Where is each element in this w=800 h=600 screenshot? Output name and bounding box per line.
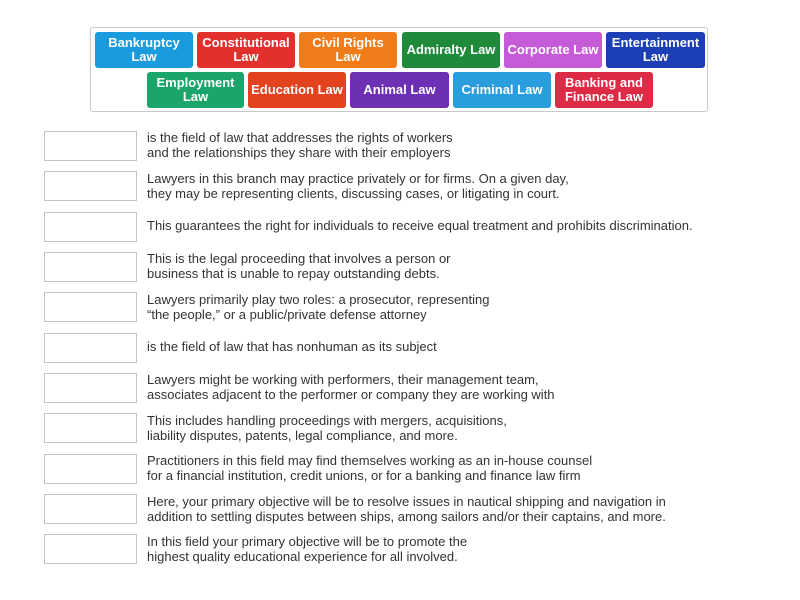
answer-slot-1[interactable] (44, 131, 137, 161)
answer-slot-10[interactable] (44, 494, 137, 524)
clue-text-6: is the field of law that has nonhuman as its subject (147, 339, 437, 354)
answer-slot-11[interactable] (44, 534, 137, 564)
tile-admiralty-law[interactable]: Admiralty Law (402, 32, 500, 68)
tile-banking-and-finance-law[interactable]: Banking and Finance Law (555, 72, 653, 108)
answer-slot-9[interactable] (44, 454, 137, 484)
tile-criminal-law[interactable]: Criminal Law (453, 72, 551, 108)
answer-slot-5[interactable] (44, 292, 137, 322)
clue-text-8: This includes handling proceedings with mergers, acquisitions, liability disputes, patents, legal compliance, and more. (147, 413, 507, 443)
clue-text-11: In this field your primary objective will be to promote the highest quality educational experience for all involved. (147, 534, 468, 564)
clue-text-3: This guarantees the right for individuals to receive equal treatment and prohibits discrimination. (147, 218, 693, 233)
answer-slot-3[interactable] (44, 212, 137, 242)
answer-slot-2[interactable] (44, 171, 137, 201)
clue-text-5: Lawyers primarily play two roles: a prosecutor, representing “the people,” or a public/private defense attorney (147, 292, 490, 322)
tile-employment-law[interactable]: Employment Law (147, 72, 244, 108)
tile-entertainment-law[interactable]: Entertainment Law (606, 32, 705, 68)
tile-civil-rights-law[interactable]: Civil Rights Law (299, 32, 397, 68)
answer-slot-8[interactable] (44, 413, 137, 443)
answer-slot-6[interactable] (44, 333, 137, 363)
clue-text-2: Lawyers in this branch may practice privately or for firms. On a given day, they may be representing clients, discussing cases, or litigating in court. (147, 171, 569, 201)
clue-text-7: Lawyers might be working with performers, their management team, associates adjacent to the performer or company they are working with (147, 372, 555, 402)
clue-text-4: This is the legal proceeding that involves a person or business that is unable to repay outstanding debts. (147, 251, 451, 281)
clue-text-10: Here, your primary objective will be to resolve issues in nautical shipping and navigation in addition to settling disputes between ships, among sailors and/or their captains, and more. (147, 494, 666, 524)
clue-text-9: Practitioners in this field may find themselves working as an in-house counsel for a financial institution, credit unions, or for a banking and finance law firm (147, 453, 593, 483)
tile-constitutional-law[interactable]: Constitutional Law (197, 32, 295, 68)
tile-education-law[interactable]: Education Law (248, 72, 346, 108)
clue-text-1: is the field of law that addresses the rights of workers and the relationships they share with their employers (147, 130, 453, 160)
tile-bankruptcy-law[interactable]: Bankruptcy Law (95, 32, 193, 68)
tile-animal-law[interactable]: Animal Law (350, 72, 449, 108)
answer-slot-7[interactable] (44, 373, 137, 403)
answer-slot-4[interactable] (44, 252, 137, 282)
tile-corporate-law[interactable]: Corporate Law (504, 32, 602, 68)
